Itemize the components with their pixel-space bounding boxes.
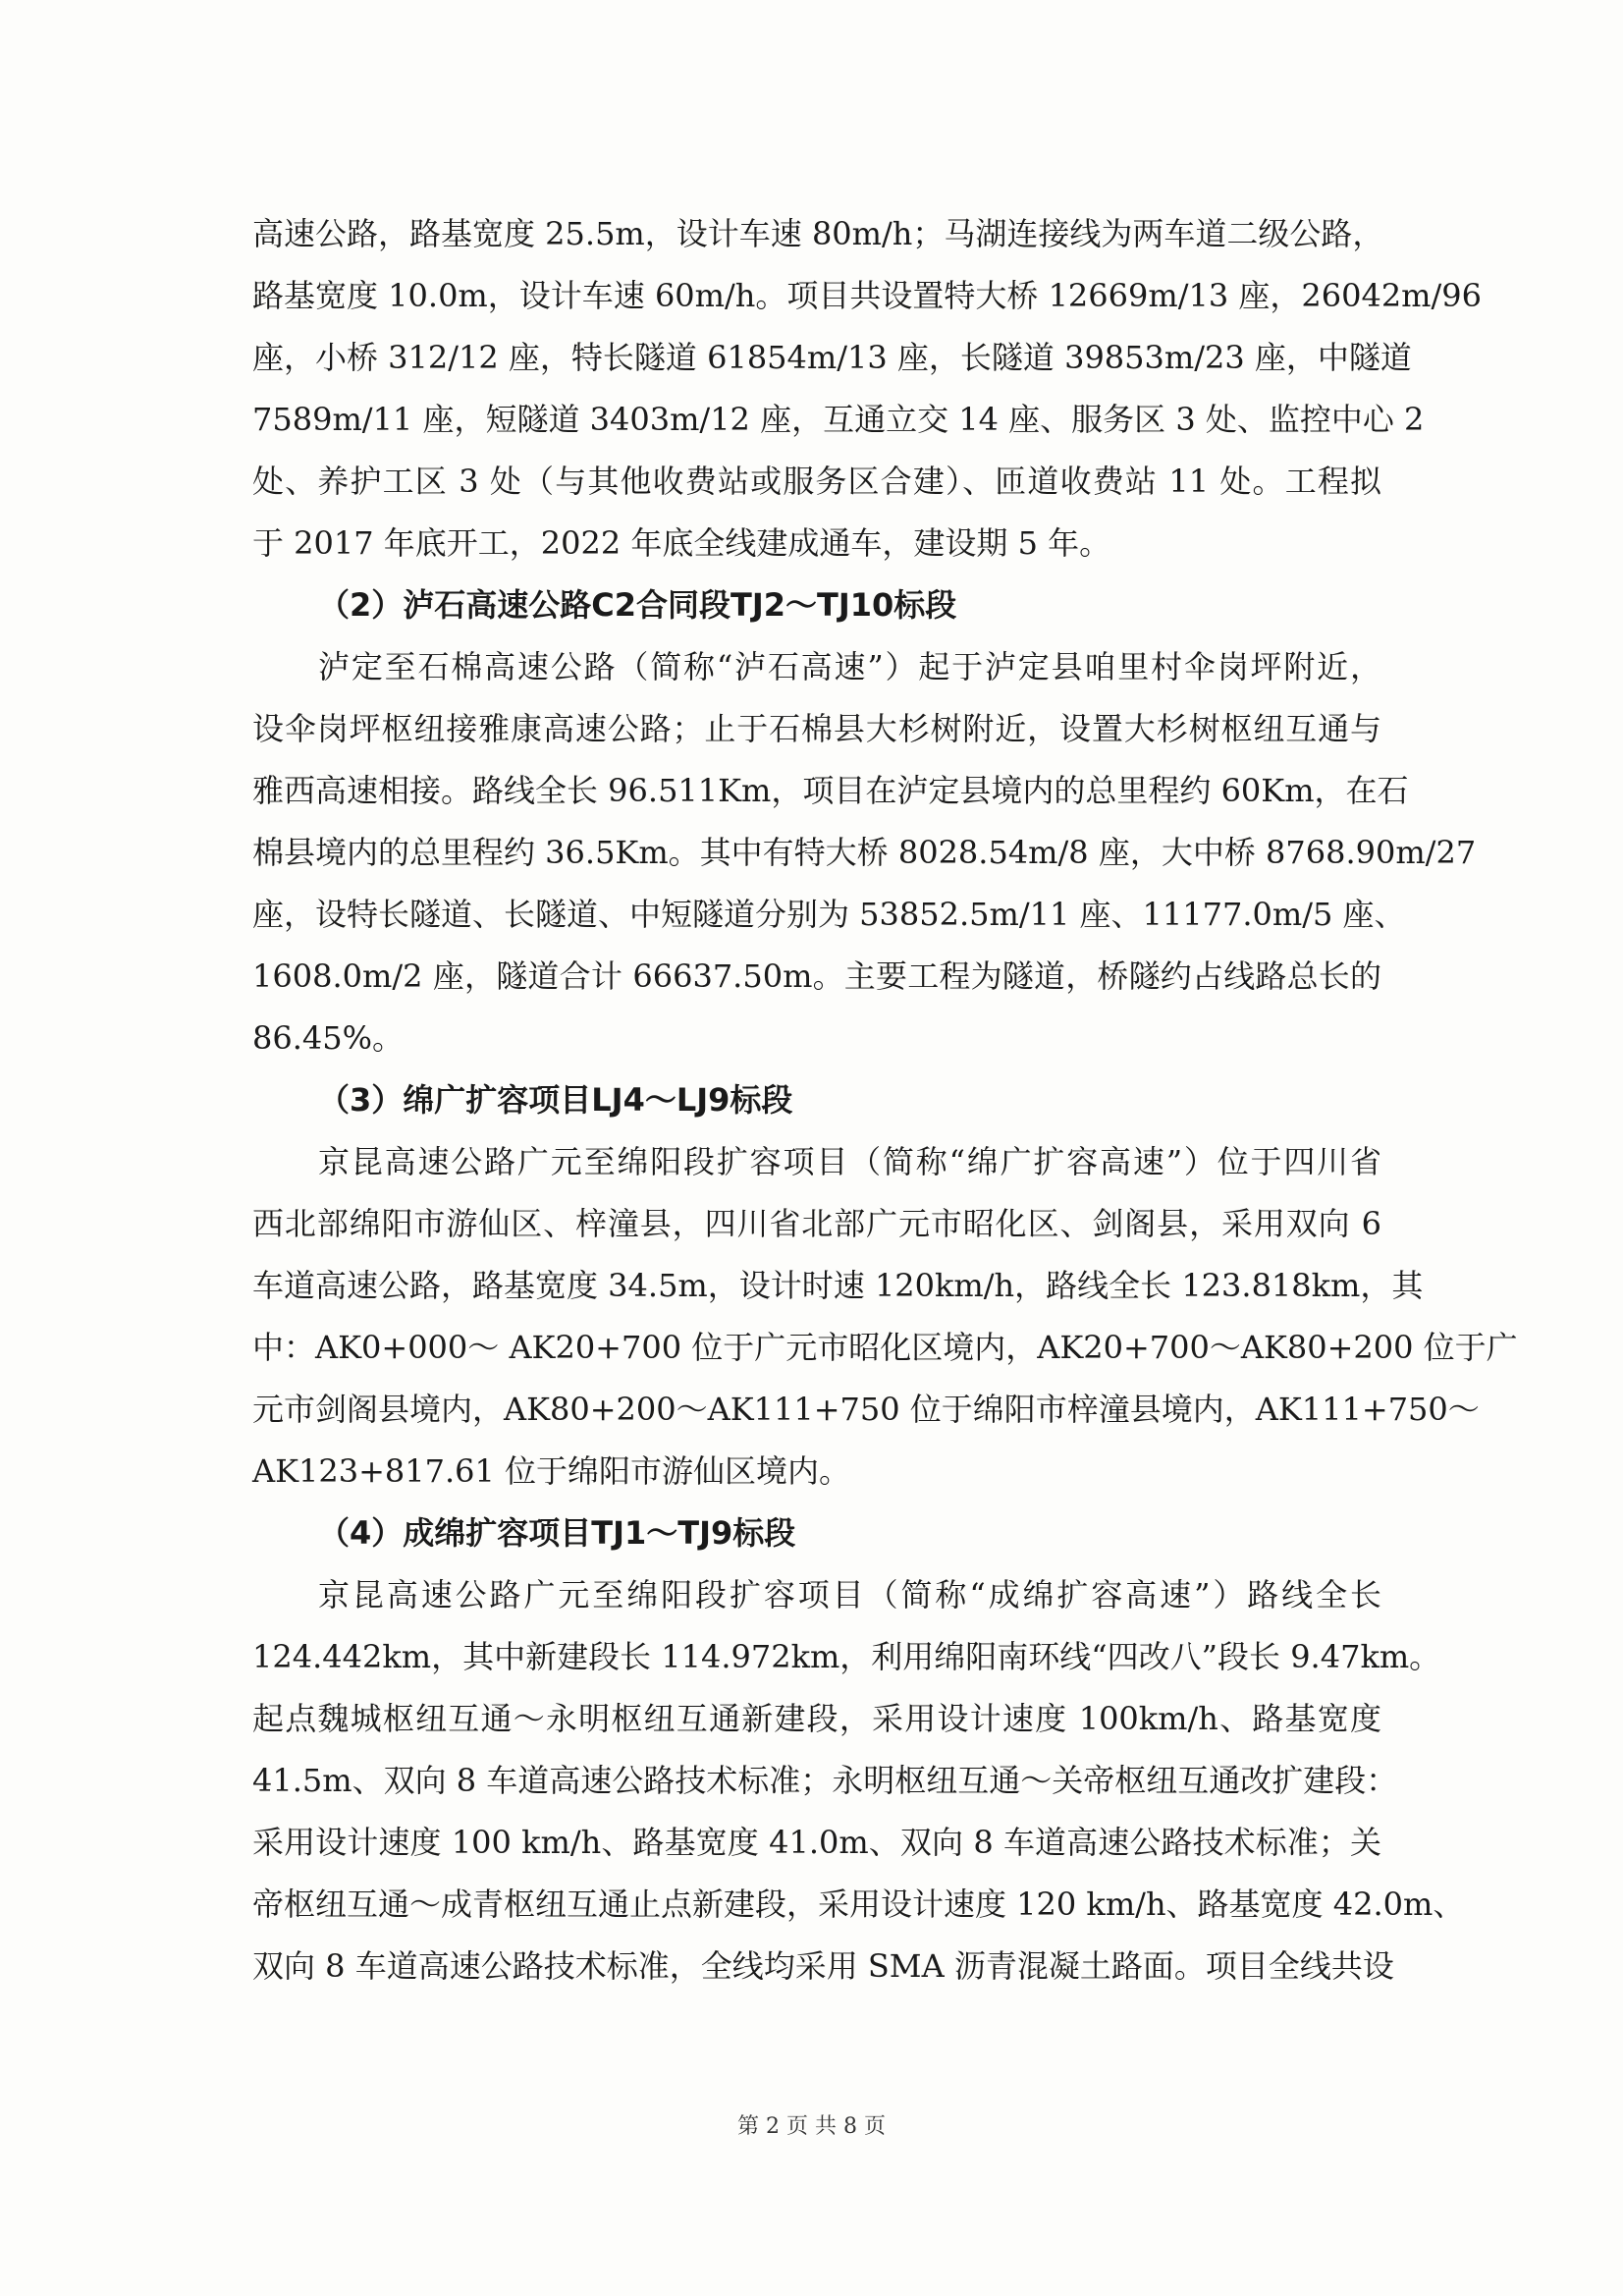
- body-line: 设伞岗坪枢纽接雅康高速公路；止于石棉县大杉树附近，设置大杉树枢纽互通与: [252, 710, 1381, 747]
- body-line: 泸定至石棉高速公路（简称“泸石高速”）起于泸定县咱里村伞岗坪附近，: [318, 648, 1381, 685]
- document-body: [252, 214, 1518, 2008]
- body-line: 124.442km，其中新建段长 114.972km，利用绵阳南环线“四改八”段长 9.47km。: [252, 1638, 1441, 1675]
- body-line: 采用设计速度 100 km/h、路基宽度 41.0m、双向 8 车道高速公路技术标准；关: [252, 1824, 1381, 1861]
- body-line: 京昆高速公路广元至绵阳段扩容项目（简称“成绵扩容高速”）路线全长: [318, 1576, 1381, 1613]
- body-line: 路基宽度 10.0m，设计车速 60m/h。项目共设置特大桥 12669m/13 座，26042m/96: [252, 277, 1483, 314]
- body-line: 高速公路，路基宽度 25.5m，设计车速 80m/h；马湖连接线为两车道二级公路，: [252, 215, 1384, 252]
- section-heading: （3）绵广扩容项目LJ4～LJ9标段: [318, 1081, 793, 1119]
- body-line: 起点魏城枢纽互通～永明枢纽互通新建段，采用设计速度 100km/h、路基宽度: [252, 1700, 1381, 1737]
- body-line: 41.5m、双向 8 车道高速公路技术标准；永明枢纽互通～关帝枢纽互通改扩建段：: [252, 1762, 1398, 1799]
- body-line: 座，设特长隧道、长隧道、中短隧道分别为 53852.5m/11 座、11177.0m/5 座、: [252, 896, 1406, 933]
- section-heading: （2）泸石高速公路C2合同段TJ2～TJ10标段: [318, 586, 957, 624]
- body-line: 西北部绵阳市游仙区、梓潼县，四川省北部广元市昭化区、剑阁县，采用双向 6: [252, 1205, 1381, 1242]
- body-line: 帝枢纽互通～成青枢纽互通止点新建段，采用设计速度 120 km/h、路基宽度 42.0m、: [252, 1886, 1465, 1923]
- body-line: 处、养护工区 3 处（与其他收费站或服务区合建）、匝道收费站 11 处。工程拟: [252, 463, 1381, 500]
- body-line: 7589m/11 座，短隧道 3403m/12 座，互通立交 14 座、服务区 3 处、监控中心 2: [252, 401, 1425, 438]
- body-line: 雅西高速相接。路线全长 96.511Km，项目在泸定县境内的总里程约 60Km，在石: [252, 772, 1409, 809]
- body-line: 86.45%。: [252, 1019, 405, 1057]
- body-line: 中：AK0+000～ AK20+700 位于广元市昭化区境内，AK20+700～AK80+200 位于广: [252, 1329, 1518, 1366]
- body-line: 1608.0m/2 座，隧道合计 66637.50m。主要工程为隧道，桥隧约占线路总长的: [252, 957, 1381, 995]
- body-line: 双向 8 车道高速公路技术标准，全线均采用 SMA 沥青混凝土路面。项目全线共设: [252, 1947, 1394, 1985]
- body-line: 车道高速公路，路基宽度 34.5m，设计时速 120km/h，路线全长 123.818km，其: [252, 1267, 1424, 1304]
- page-number: 第 2 页 共 8 页: [737, 2114, 886, 2139]
- body-line: 京昆高速公路广元至绵阳段扩容项目（简称“绵广扩容高速”）位于四川省: [318, 1143, 1381, 1180]
- body-line: 于 2017 年底开工，2022 年底全线建成通车，建设期 5 年。: [252, 524, 1111, 562]
- section-heading: （4）成绵扩容项目TJ1～TJ9标段: [318, 1514, 796, 1552]
- body-line: 座，小桥 312/12 座，特长隧道 61854m/13 座，长隧道 39853m/23 座，中隧道: [252, 339, 1412, 376]
- body-line: 元市剑阁县境内，AK80+200～AK111+750 位于绵阳市梓潼县境内，AK111+750～: [252, 1391, 1480, 1428]
- body-line: AK123+817.61 位于绵阳市游仙区境内。: [252, 1452, 851, 1490]
- body-line: 棉县境内的总里程约 36.5Km。其中有特大桥 8028.54m/8 座，大中桥 8768.90m/27: [252, 834, 1477, 871]
